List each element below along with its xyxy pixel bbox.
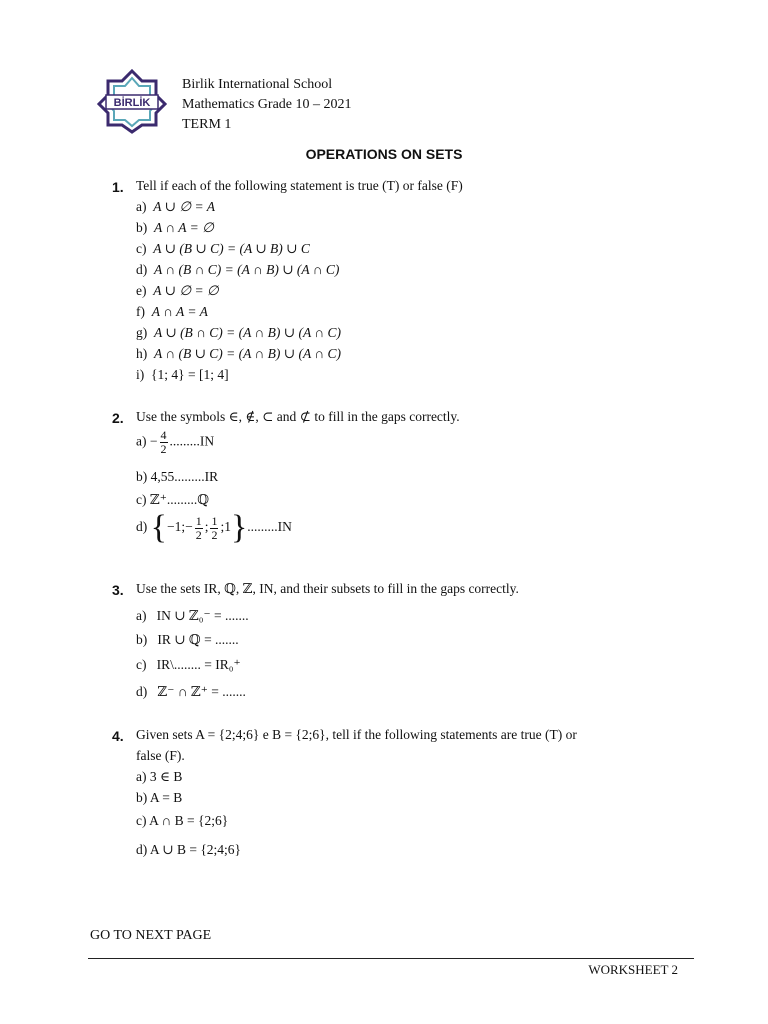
q1-item-e: e) A ∪ ∅ = ∅ <box>136 283 219 298</box>
q1-item-b: b) A ∩ A = ∅ <box>136 220 214 235</box>
q4-item-d: d) A ∪ B = {2;4;6} <box>136 842 242 857</box>
q1-item-f: f) A ∩ A = A <box>136 304 208 319</box>
school-logo <box>96 68 168 134</box>
q1-item-i: i) {1; 4} = [1; 4] <box>136 367 229 382</box>
go-to-next-page-text: GO TO NEXT PAGE <box>90 928 212 943</box>
question-4-number: 4. <box>112 728 124 744</box>
q2-item-b: b) 4,55.........IR <box>136 469 219 484</box>
q3-item-b: b) IR ∪ ℚ = ....... <box>136 632 239 647</box>
question-3-number: 3. <box>112 582 124 598</box>
footer-divider <box>88 958 694 959</box>
q3-item-d: d) ℤ⁻ ∩ ℤ⁺ = ....... <box>136 684 246 699</box>
q3-item-a: a) IN ∪ ℤ₀⁻ = ....... <box>136 608 249 623</box>
course-name: Mathematics Grade 10 – 2021 <box>182 97 352 112</box>
q2-item-d: d) {−1;− $\frac{1}{2}$ ; $\frac{1}{2}$ ;1}.........IN <box>136 509 292 546</box>
question-4-text-line1: Given sets A = {2;4;6} e B = {2;6}, tell if the following statements are true (T) or <box>136 727 577 742</box>
q2-item-a: a) − $\frac{4}{2}$ .........IN <box>136 428 215 456</box>
q2-item-c: c) ℤ⁺.........ℚ <box>136 492 209 507</box>
logo-text: BİRLİK <box>113 97 151 109</box>
question-3-text: Use the sets IR, ℚ, ℤ, IN, and their subsets to fill in the gaps correctly. <box>136 581 519 596</box>
q3-item-c: c) IR\........ = IR₀⁺ <box>136 657 241 672</box>
worksheet-label: WORKSHEET 2 <box>588 962 678 977</box>
school-name: Birlik International School <box>182 77 333 92</box>
question-2-text: Use the symbols ∈, ∉, ⊂ and ⊄ to fill in the gaps correctly. <box>136 409 460 424</box>
page-title: OPERATIONS ON SETS <box>305 146 463 162</box>
fraction: $\frac{1}{2}$ <box>211 513 218 542</box>
question-4-text-line2: false (F). <box>136 748 185 763</box>
q1-item-d: d) A ∩ (B ∩ C) = (A ∩ B) ∪ (A ∩ C) <box>136 262 340 277</box>
q4-item-c: c) A ∩ B = {2;6} <box>136 813 229 828</box>
term-label: TERM 1 <box>182 117 232 132</box>
question-1-text: Tell if each of the following statement is true (T) or false (F) <box>136 178 463 193</box>
fraction: $\frac{1}{2}$ <box>195 513 202 542</box>
q1-item-g: g) A ∪ (B ∩ C) = (A ∩ B) ∪ (A ∩ C) <box>136 325 341 340</box>
question-2-number: 2. <box>112 410 124 426</box>
q1-item-c: c) A ∪ (B ∪ C) = (A ∪ B) ∪ C <box>136 241 310 256</box>
q1-item-a: a) A ∪ ∅ = A <box>136 199 215 214</box>
q1-item-h: h) A ∩ (B ∪ C) = (A ∩ B) ∪ (A ∩ C) <box>136 346 341 361</box>
document-header <box>182 75 352 135</box>
q4-item-b: b) A = B <box>136 790 183 805</box>
question-1-number: 1. <box>112 179 124 195</box>
fraction: $\frac{4}{2}$ <box>160 428 167 456</box>
q4-item-a: a) 3 ∈ B <box>136 769 183 784</box>
